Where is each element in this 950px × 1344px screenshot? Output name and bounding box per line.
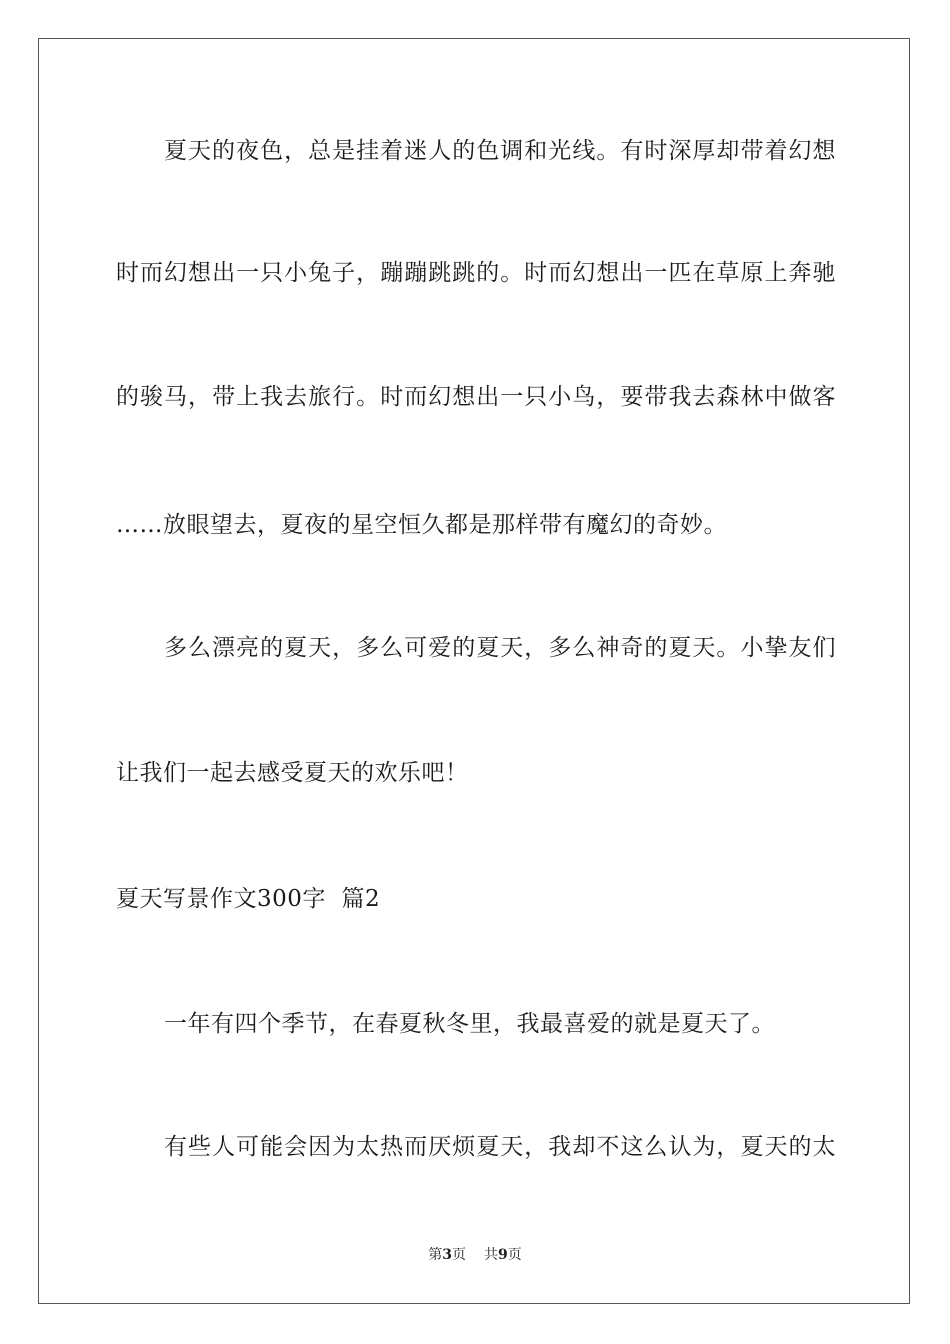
footer-total-prefix: 共 (484, 1247, 498, 1263)
page-footer (0, 1246, 950, 1264)
paragraph-1-line-2: 时而幻想出一只小兔子，蹦蹦跳跳的。时而幻想出一匹在草原上奔驰 (116, 260, 836, 286)
paragraph-1-line-1: 夏天的夜色，总是挂着迷人的色调和光线。有时深厚却带着幻想 (164, 138, 836, 164)
paragraph-4-line-1: 有些人可能会因为太热而厌烦夏天，我却不这么认为，夏天的太 (164, 1134, 836, 1160)
paragraph-2-line-1: 多么漂亮的夏天，多么可爱的夏天，多么神奇的夏天。小挚友们 (164, 635, 836, 661)
section-heading: 夏天写景作文300字 篇2 (116, 886, 381, 912)
footer-page-prefix: 第 (428, 1247, 443, 1263)
paragraph-1-line-3: 的骏马，带上我去旅行。时而幻想出一只小鸟，要带我去森林中做客 (116, 384, 836, 410)
paragraph-2-line-2: 让我们一起去感受夏天的欢乐吧！ (116, 760, 469, 786)
footer-total-suffix: 页 (507, 1247, 522, 1263)
page-border (38, 38, 910, 1304)
footer-total-pages: 9 (498, 1247, 508, 1263)
footer-page-number: 3 (442, 1247, 452, 1263)
footer-page-suffix: 页 (452, 1247, 466, 1263)
paragraph-3-line-1: 一年有四个季节，在春夏秋冬里，我最喜爱的就是夏天了。 (164, 1011, 775, 1037)
paragraph-1-line-4: ……放眼望去，夏夜的星空恒久都是那样带有魔幻的奇妙。 (116, 512, 727, 538)
